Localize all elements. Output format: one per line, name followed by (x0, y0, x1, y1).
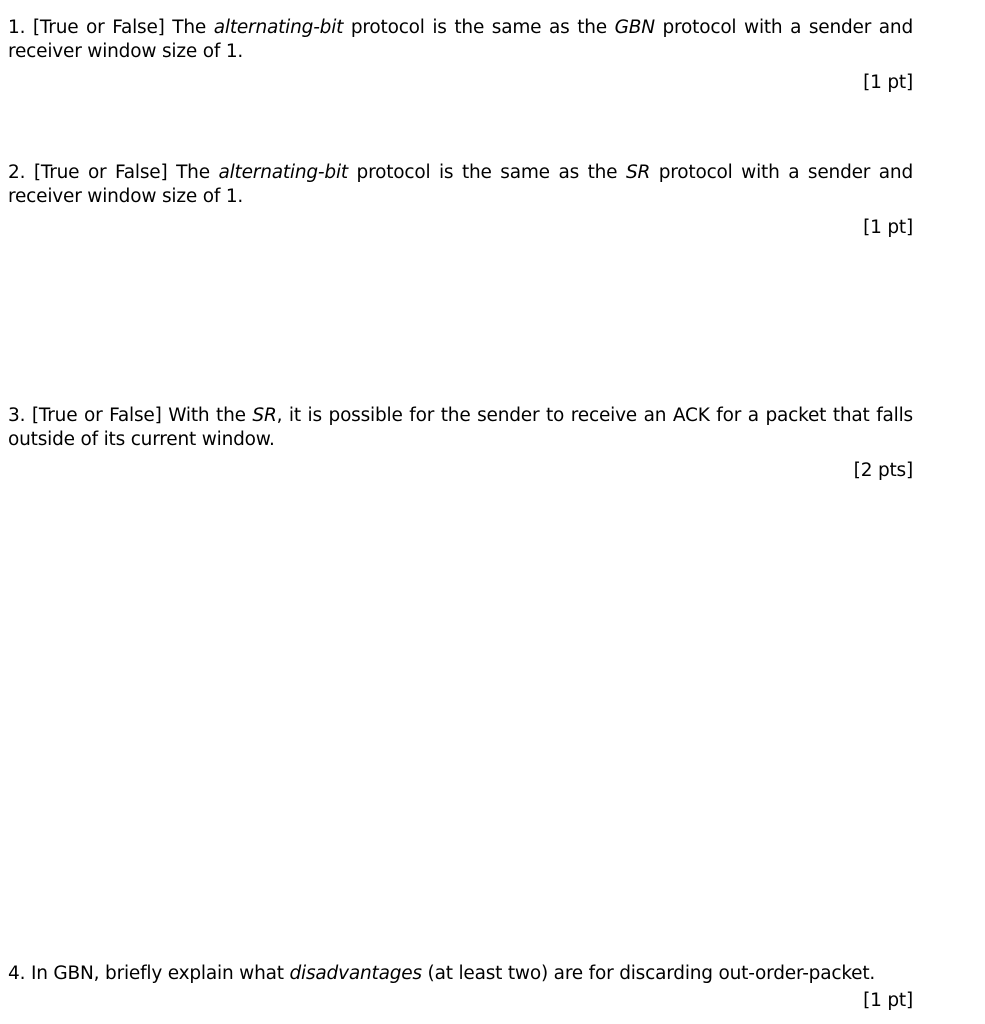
question-3 (8, 404, 913, 483)
question-1-points: [1 pt] (863, 72, 913, 93)
question-3-points: [2 pts] (853, 460, 913, 481)
question-2-term-alternating-bit: alternating-bit (218, 162, 348, 183)
question-2-text: 2. [True or False] The alternating-bit protocol is the same as the SR protocol with a sender and receiver window size of 1. (8, 162, 913, 207)
question-2-term-sr: SR (625, 162, 651, 183)
question-1-term-alternating-bit: alternating-bit (213, 17, 344, 38)
question-1-text: 1. [True or False] The alternating-bit protocol is the same as the GBN protocol with a sender and receiver window size of 1. (8, 17, 913, 62)
question-1-term-gbn: GBN (614, 17, 655, 38)
question-1 (8, 16, 913, 95)
question-3-text: 3. [True or False] With the SR, it is possible for the sender to receive an ACK for a packet that falls outside of its current window. (8, 405, 913, 450)
question-4-term-disadvantages: disadvantages (289, 963, 422, 984)
question-4 (8, 962, 913, 1013)
question-2 (8, 161, 913, 240)
question-4-points: [1 pt] (863, 990, 913, 1011)
question-2-number: 2. (8, 162, 26, 183)
question-4-text: 4. In GBN, briefly explain what disadvantages (at least two) are for discarding out-order-packet. (8, 963, 876, 984)
question-3-number: 3. (8, 405, 26, 426)
question-2-points: [1 pt] (863, 217, 913, 238)
question-1-number: 1. (8, 17, 26, 38)
question-4-number: 4. (8, 963, 26, 984)
question-3-term-sr: SR (252, 405, 277, 426)
